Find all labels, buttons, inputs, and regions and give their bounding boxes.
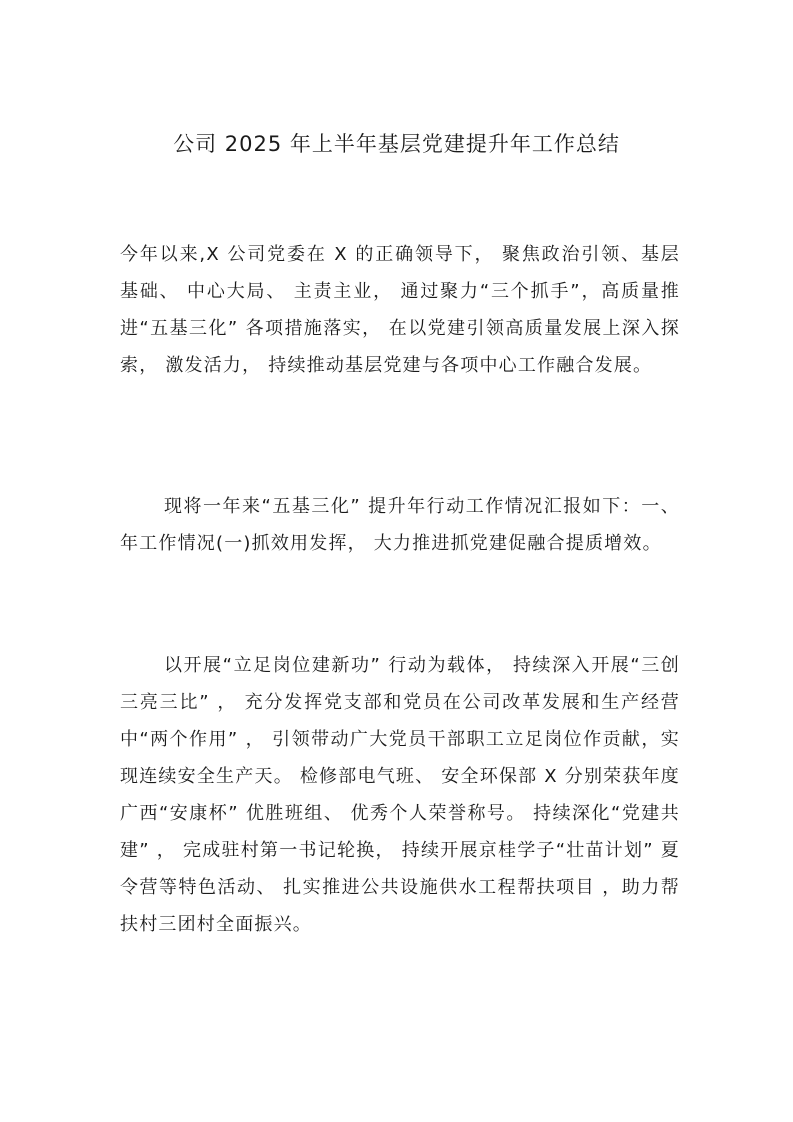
document-title: 公司 2025 年上半年基层党建提升年工作总结 bbox=[173, 132, 620, 156]
paragraph-intro: 今年以来,X 公司党委在 X 的正确领导下， 聚焦政治引领、基层基础、 中心大局、 主责主业， 通过聚力“三个抓手”，高质量推进“五基三化” 各项措施落实， 在以党建引领高质量发展上深入探索， 激发活力， 持续推动基层党建与各项中心工作融合发展。 bbox=[120, 244, 680, 376]
paragraph-report-heading: 现将一年来“五基三化” 提升年行动工作情况汇报如下：一、 年工作情况(一)抓效用发挥， 大力推进抓党建促融合提质增效。 bbox=[120, 496, 680, 554]
paragraph-work-detail: 以开展“立足岗位建新功” 行动为载体， 持续深入开展“三创三亮三比” ， 充分发挥党支部和党员在公司改革发展和生产经营中“两个作用” ， 引领带动广大党员干部职工立足岗位作贡献，实现连续安全生产天。 检修部电气班、 安全环保部 X 分别荣获年度广西“安康杯” 优胜班组、 优秀个人荣誉称号。 持续深化“党建共建” ， 完成驻村第一书记轮换， 持续开展京桂学子“壮苗计划” 夏令营等特色活动、 扎实推进公共设施供水工程帮扶项目 ，助力帮扶村三团村全面振兴。 bbox=[120, 655, 680, 935]
